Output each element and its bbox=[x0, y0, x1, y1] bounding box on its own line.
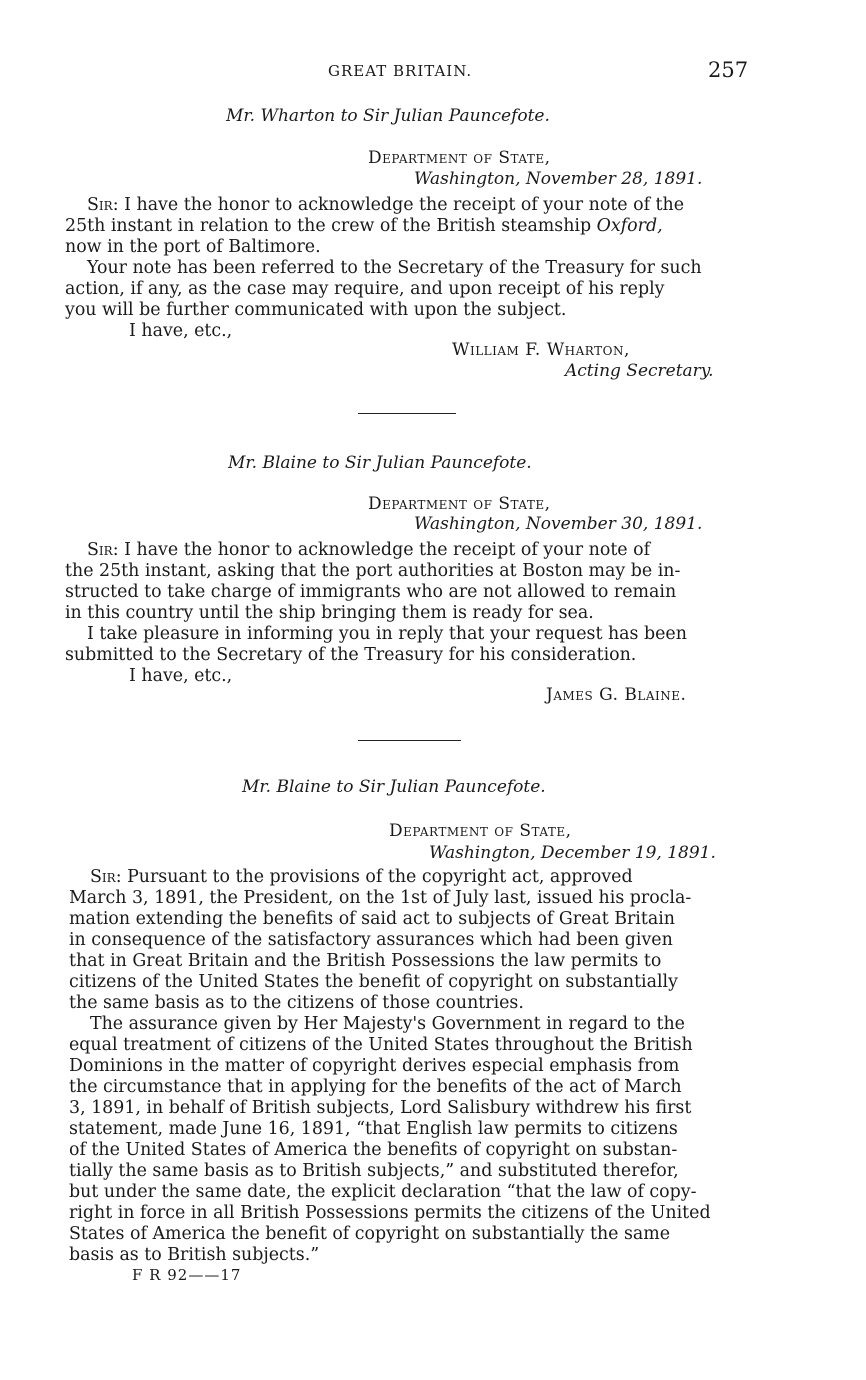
salutation: Sir: bbox=[87, 540, 119, 560]
body-line: the circumstance that in applying for the benefits of the act of March bbox=[69, 1077, 682, 1097]
dateline: Washington, November 28, 1891. bbox=[414, 169, 703, 189]
section-divider bbox=[358, 413, 456, 414]
body-line: Your note has been referred to the Secretary of the Treasury for such bbox=[87, 258, 702, 278]
closing: I have, etc., bbox=[129, 666, 233, 686]
body-line: that in Great Britain and the British Possessions the law permits to bbox=[69, 951, 662, 971]
letter-heading: Mr. Blaine to Sir Julian Pauncefote. bbox=[242, 777, 546, 797]
signature: William F. Wharton, bbox=[452, 340, 630, 360]
salutation: Sir: bbox=[87, 195, 119, 215]
body-line: equal treatment of citizens of the United States throughout the British bbox=[69, 1035, 693, 1055]
body-line: the same basis as to the citizens of those countries. bbox=[69, 993, 524, 1013]
ship-name: Oxford, bbox=[596, 216, 663, 236]
department-line: Department of State, bbox=[368, 494, 551, 514]
page-number: 257 bbox=[708, 58, 749, 82]
body-line: March 3, 1891, the President, on the 1st of July last, issued his procla- bbox=[69, 888, 692, 908]
body-line: action, if any, as the case may require, and upon receipt of his reply bbox=[65, 279, 665, 299]
dateline: Washington, November 30, 1891. bbox=[414, 514, 703, 534]
body-line: right in force in all British Possessions permits the citizens of the United bbox=[69, 1203, 711, 1223]
body-line: but under the same date, the explicit declaration “that the law of copy- bbox=[69, 1182, 697, 1202]
body-line: in consequence of the satisfactory assurances which had been given bbox=[69, 930, 673, 950]
body-line: structed to take charge of immigrants who are not allowed to remain bbox=[65, 582, 677, 602]
salutation: Sir: bbox=[90, 867, 122, 887]
letter-heading: Mr. Blaine to Sir Julian Pauncefote. bbox=[228, 453, 532, 473]
body-line: States of America the benefit of copyright on substantially the same bbox=[69, 1224, 671, 1244]
signature: James G. Blaine. bbox=[546, 685, 687, 705]
letter-heading: Mr. Wharton to Sir Julian Pauncefote. bbox=[226, 106, 550, 126]
body-line: Sir: Pursuant to the provisions of the copyright act, approved bbox=[90, 867, 633, 887]
signature-mark: F R 92——17 bbox=[132, 1266, 242, 1284]
body-line: Sir: I have the honor to acknowledge the receipt of your note of bbox=[87, 540, 651, 560]
body-line: Sir: I have the honor to acknowledge the receipt of your note of the bbox=[87, 195, 685, 215]
body-line: now in the port of Baltimore. bbox=[65, 237, 321, 257]
body-line: submitted to the Secretary of the Treasury for his consideration. bbox=[65, 645, 637, 665]
section-divider bbox=[358, 740, 461, 741]
signature-title: Acting Secretary. bbox=[565, 361, 714, 381]
body-line: of the United States of America the benefits of copyright on substan- bbox=[69, 1140, 678, 1160]
body-line: you will be further communicated with upon the subject. bbox=[65, 300, 567, 320]
body-line: 3, 1891, in behalf of British subjects, Lord Salisbury withdrew his first bbox=[69, 1098, 692, 1118]
body-line: tially the same basis as to British subjects,” and substituted therefor, bbox=[69, 1161, 679, 1181]
running-head: GREAT BRITAIN. bbox=[328, 62, 473, 80]
closing: I have, etc., bbox=[129, 321, 233, 341]
body-line: mation extending the benefits of said act to subjects of Great Britain bbox=[69, 909, 675, 929]
body-line: I take pleasure in informing you in reply that your request has been bbox=[87, 624, 687, 644]
body-line: the 25th instant, asking that the port authorities at Boston may be in- bbox=[65, 561, 681, 581]
body-line: 25th instant in relation to the crew of the British steamship Oxford, bbox=[65, 216, 663, 236]
body-line: basis as to British subjects.” bbox=[69, 1245, 320, 1265]
body-line: statement, made June 16, 1891, “that English law permits to citizens bbox=[69, 1119, 678, 1139]
department-line: Department of State, bbox=[389, 821, 572, 841]
body-line: citizens of the United States the benefit of copyright on substantially bbox=[69, 972, 678, 992]
department-line: Department of State, bbox=[368, 148, 551, 168]
body-line: Dominions in the matter of copyright derives especial emphasis from bbox=[69, 1056, 680, 1076]
body-line: The assurance given by Her Majesty's Government in regard to the bbox=[90, 1014, 685, 1034]
dateline: Washington, December 19, 1891. bbox=[429, 843, 716, 863]
body-line: in this country until the ship bringing them is ready for sea. bbox=[65, 603, 594, 623]
